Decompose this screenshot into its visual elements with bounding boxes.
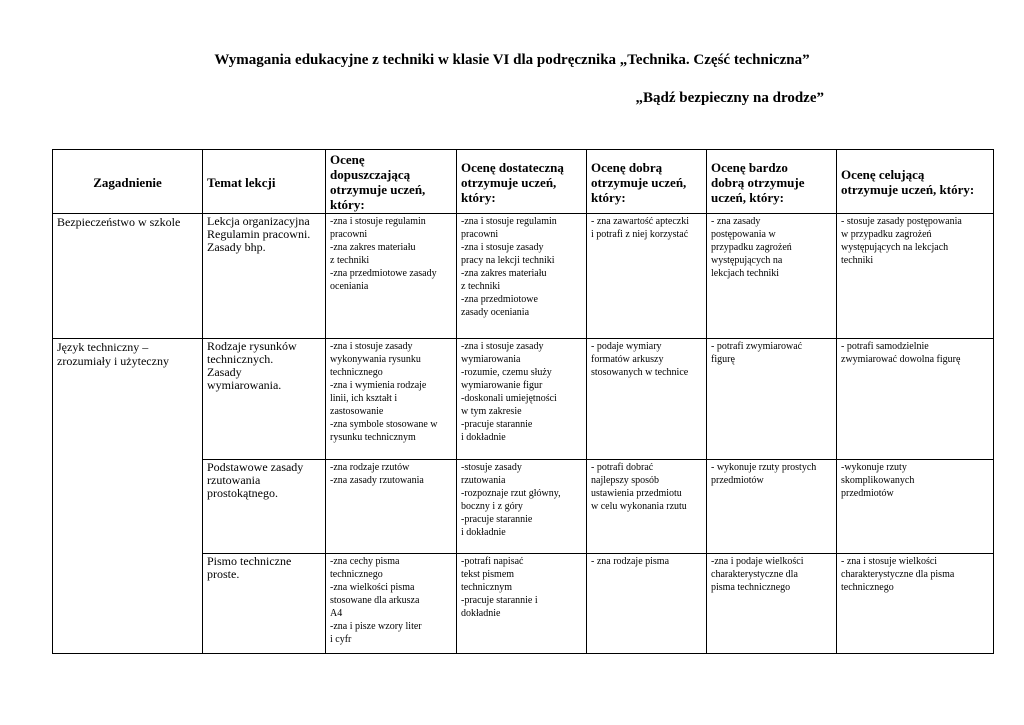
cell-line: otrzymuje uczeń, który:: [841, 182, 975, 197]
cell-line: prostokątnego.: [207, 486, 278, 500]
topic-cell: [203, 214, 326, 339]
cell-line: rysunku technicznym: [330, 432, 416, 443]
cell-line: w tym zakresie: [461, 406, 522, 417]
cell-line: -zna zakres materiału: [461, 268, 547, 279]
cell-line: Temat lekcji: [207, 174, 276, 190]
cell-line: stosowanych w technice: [591, 367, 689, 378]
cell-line: -zna i stosuje zasady: [461, 242, 544, 253]
cell-line: Regulamin pracowni.: [207, 227, 311, 241]
cell-line: wymiarowania: [461, 354, 521, 365]
cell-line: z techniki: [461, 281, 501, 292]
cell-line: Zasady: [207, 365, 242, 379]
requirement-cell: [707, 214, 837, 339]
requirement-cell: [457, 214, 587, 339]
cell-line: boczny i z góry: [461, 501, 523, 512]
cell-line: -zna i stosuje regulamin: [461, 216, 557, 227]
cell-line: - podaje wymiary: [591, 341, 662, 352]
cell-line: -rozpoznaje rzut główny,: [461, 488, 561, 499]
document-title: Wymagania edukacyjne z techniki w klasie VI dla podręcznika „Technika. Część techniczna”: [214, 52, 810, 68]
cell-line: przedmiotów: [841, 488, 894, 499]
cell-line: - zna zawartość apteczki: [591, 216, 689, 227]
cell-line: i potrafi z niej korzystać: [591, 229, 689, 240]
cell-line: -pracuje starannie i: [461, 595, 538, 606]
cell-line: -zna zasady rzutowania: [330, 475, 424, 486]
cell-line: charakterystyczne dla: [711, 569, 798, 580]
cell-line: występujących na lekcjach: [841, 242, 949, 253]
cell-line: który:: [591, 189, 626, 205]
cell-line: linii, ich kształt i: [330, 393, 398, 404]
cell-line: - zna zasady: [711, 216, 761, 227]
cell-line: dopuszczającą: [330, 167, 411, 182]
cell-line: pisma technicznego: [711, 582, 791, 593]
cell-line: Rodzaje rysunków: [207, 339, 297, 353]
cell-line: - stosuje zasady postępowania: [841, 216, 962, 227]
requirement-cell: [587, 554, 707, 654]
requirement-cell: [837, 460, 994, 554]
cell-line: - wykonuje rzuty prostych: [711, 462, 817, 473]
cell-line: Język techniczny –: [57, 340, 149, 354]
cell-line: lekcjach techniki: [711, 268, 780, 279]
cell-line: Ocenę dobrą: [591, 159, 663, 175]
cell-line: technicznego: [330, 569, 383, 580]
cell-line: -zna przedmiotowe zasady: [330, 268, 437, 279]
cell-line: -wykonuje rzuty: [841, 462, 907, 473]
cell-line: -rozumie, czemu służy: [461, 367, 552, 378]
cell-line: zrozumiały i użyteczny: [57, 354, 169, 368]
cell-line: - zna rodzaje pisma: [591, 556, 670, 567]
cell-line: -stosuje zasady: [461, 462, 522, 473]
cell-line: pracy na lekcji techniki: [461, 255, 555, 266]
cell-line: -zna rodzaje rzutów: [330, 462, 410, 473]
cell-line: skomplikowanych: [841, 475, 915, 486]
cell-line: w przypadku zagrożeń: [841, 229, 932, 240]
requirement-cell: [587, 460, 707, 554]
requirement-cell: [457, 460, 587, 554]
cell-line: -zna i wymienia rodzaje: [330, 380, 427, 391]
cell-line: Lekcja organizacyjna: [207, 214, 310, 228]
requirement-cell: [326, 214, 457, 339]
requirements-table: [52, 149, 994, 654]
cell-line: najlepszy sposób: [591, 475, 660, 486]
cell-line: proste.: [207, 567, 240, 581]
cell-line: Zagadnienie: [93, 174, 162, 190]
requirement-cell: [326, 554, 457, 654]
requirement-cell: [457, 339, 587, 460]
cell-line: postępowania w: [711, 229, 776, 240]
cell-line: charakterystyczne dla pisma: [841, 569, 955, 580]
cell-line: figurę: [711, 354, 735, 365]
cell-line: pracowni: [461, 229, 499, 240]
cell-line: rzutowania: [207, 473, 261, 487]
cell-line: -zna zakres materiału: [330, 242, 416, 253]
cell-line: -zna i stosuje regulamin: [330, 216, 426, 227]
requirement-cell: [837, 339, 994, 460]
cell-line: -pracuje starannie: [461, 514, 533, 525]
requirement-cell: [707, 339, 837, 460]
cell-line: Ocenę celującą: [841, 167, 925, 182]
topic-cell: [203, 554, 326, 654]
cell-line: -zna i podaje wielkości: [711, 556, 804, 567]
cell-line: - potrafi dobrać: [591, 462, 654, 473]
cell-line: otrzymuje uczeń,: [330, 182, 426, 197]
cell-line: - potrafi samodzielnie: [841, 341, 929, 352]
cell-line: technicznych.: [207, 352, 274, 366]
cell-line: -zna cechy pisma: [330, 556, 400, 567]
cell-line: - potrafi zwymiarować: [711, 341, 803, 352]
header-ocena-celujaca: [837, 150, 994, 214]
cell-line: -zna symbole stosowane w: [330, 419, 438, 430]
document-subtitle: „Bądź bezpieczny na drodze”: [635, 90, 824, 106]
cell-line: techniki: [841, 255, 874, 266]
cell-line: - zna i stosuje wielkości: [841, 556, 938, 567]
cell-line: w celu wykonania rzutu: [591, 501, 687, 512]
cell-line: i dokładnie: [461, 527, 506, 538]
cell-line: przypadku zagrożeń: [711, 242, 792, 253]
requirement-cell: [587, 214, 707, 339]
topic-cell: [203, 460, 326, 554]
table-row: [53, 214, 994, 339]
requirement-cell: [457, 554, 587, 654]
cell-line: -zna wielkości pisma: [330, 582, 415, 593]
cell-line: -zna i pisze wzory liter: [330, 621, 422, 632]
cell-line: który:: [461, 189, 496, 205]
cell-line: tekst pismem: [461, 569, 515, 580]
cell-line: zastosowanie: [330, 406, 384, 417]
cell-line: oceniania: [330, 281, 369, 292]
cell-line: który:: [330, 197, 365, 212]
header-ocena-dostateczna: [457, 150, 587, 214]
cell-line: rzutowania: [461, 475, 506, 486]
cell-line: -zna i stosuje zasady: [330, 341, 413, 352]
header-row: [53, 150, 994, 214]
cell-line: Pismo techniczne: [207, 554, 292, 568]
header-temat-lekcji: [203, 150, 326, 214]
cell-line: -pracuje starannie: [461, 419, 533, 430]
cell-line: przedmiotów: [711, 475, 764, 486]
cell-line: -zna przedmiotowe: [461, 294, 538, 305]
header-ocena-bardzo-dobra: [707, 150, 837, 214]
cell-line: Ocenę bardzo: [711, 159, 788, 175]
header-zagadnienie: [53, 150, 203, 214]
header-ocena-dopuszczajaca: [326, 150, 457, 214]
cell-line: zasady oceniania: [461, 307, 530, 318]
cell-line: i cyfr: [330, 634, 352, 645]
requirement-cell: [837, 214, 994, 339]
cell-line: dobrą otrzymuje: [711, 174, 805, 190]
cell-line: występujących na: [711, 255, 783, 266]
cell-line: Ocenę dostateczną: [461, 159, 564, 175]
cell-line: technicznego: [330, 367, 383, 378]
cell-line: -doskonali umiejętności: [461, 393, 557, 404]
cell-line: zwymiarować dowolna figurę: [841, 354, 961, 365]
cell-line: Ocenę: [330, 152, 365, 167]
cell-line: ustawienia przedmiotu: [591, 488, 682, 499]
requirement-cell: [707, 460, 837, 554]
cell-line: pracowni: [330, 229, 368, 240]
cell-line: i dokładnie: [461, 432, 506, 443]
cell-line: technicznego: [841, 582, 894, 593]
cell-line: technicznym: [461, 582, 513, 593]
cell-line: Bezpieczeństwo w szkole: [57, 215, 181, 229]
requirement-cell: [707, 554, 837, 654]
cell-line: otrzymuje uczeń,: [591, 174, 687, 190]
cell-line: A4: [330, 608, 343, 619]
requirement-cell: [837, 554, 994, 654]
area-cell: [53, 339, 203, 654]
topic-cell: [203, 339, 326, 460]
cell-line: dokładnie: [461, 608, 501, 619]
table-row: [53, 339, 994, 460]
cell-line: Podstawowe zasady: [207, 460, 304, 474]
cell-line: otrzymuje uczeń,: [461, 174, 557, 190]
header-ocena-dobra: [587, 150, 707, 214]
cell-line: -potrafi napisać: [461, 556, 524, 567]
area-cell: [53, 214, 203, 339]
cell-line: Zasady bhp.: [207, 240, 266, 254]
cell-line: wykonywania rysunku: [330, 354, 421, 365]
cell-line: z techniki: [330, 255, 370, 266]
cell-line: formatów arkuszy: [591, 354, 664, 365]
cell-line: wymiarowania.: [207, 378, 282, 392]
cell-line: stosowane dla arkusza: [330, 595, 420, 606]
cell-line: -zna i stosuje zasady: [461, 341, 544, 352]
cell-line: uczeń, który:: [711, 189, 784, 205]
requirement-cell: [326, 339, 457, 460]
requirement-cell: [326, 460, 457, 554]
requirement-cell: [587, 339, 707, 460]
cell-line: wymiarowanie figur: [461, 380, 543, 391]
